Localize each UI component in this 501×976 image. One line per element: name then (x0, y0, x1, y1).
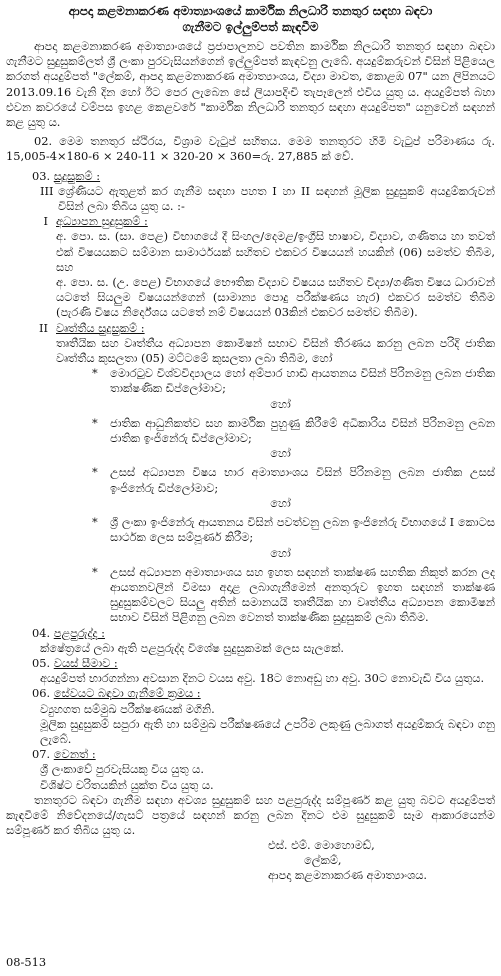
option-1-text: මොරටුව විශ්වවිද්‍යාලය හෝ අම්පාර හාඩි ආයතනය විසින් පිරිනමනු ලබන ජාතික තාක්ෂණික ඩිප්ලෝමාව; (110, 366, 495, 396)
option-item (92, 565, 495, 626)
notice-title-line1: ආපදා කළමනාකරණ අමාත්‍යාංශයේ කාර්මික නිලධාරි තනතුර සඳහා බඳවා (68, 4, 433, 18)
gazette-notice (6, 4, 495, 883)
qualification-I-b: අ. පො. ස. (උ. පෙළ) විභාගයේ භෞතික විද්‍යාව විෂයය සහිතව විද්‍යා/ගණිත විෂය ධාරාවන් යටතේ සියලුම විෂයයන්ගෙන් (සාමාන්‍ය පොදු පරීක්ෂණය හැර) එකවර සමත්ව තිබීම (පැරණි විෂය නිර්දේශය යටතේ නම් විෂයයන් 03කින් එකවර සමත්ව තිබීම). (56, 275, 495, 320)
grade-roman: III (40, 183, 54, 198)
section-03-title: සුදුසුකම් : (53, 168, 101, 183)
section-07-title: වෙනත් : (53, 747, 96, 762)
section-07-number: 07. (32, 747, 51, 762)
intro-paragraph: ආපදා කළමනාකරණ අමාත්‍යාංශයේ ප්‍රජාපාලනව පවතින කාර්මික නිලධාරි තනතුර සඳහා බඳවා ගැනීමට සුදුසුකම්ලත් ශ්‍රී ලංකා පුරවැසියන්ගෙන් ඉල්ලුම්පත් කැඳවනු ලැබේ. අයදුම්කරුවන් විසින් පිළියෙල කරගත් අයදුම්පත් "ලේකම්, ආපදා කළමනාකරණ අමාත්‍යාංශය, විද්‍යා මාවත, කොළඹ 07" යන ලිපිනයට 2013.09.16 වැනි දින හෝ ඊට පෙර ලැබෙන සේ ලියාපදිංචි තැපෑලෙන් එවිය යුතු ය. අයදුම්පත් බහා එවන කවරයේ වම්පස ඉහළ කෙළවරේ "කාර්මික නිලධාරි තනතුර සඳහා අයදුම්පත" යනුවෙන් සඳහන් කළ යුතු ය. (6, 39, 495, 130)
section-05-title: වයස් සීමාව : (53, 655, 118, 670)
qualification-II-body (6, 336, 495, 366)
bullet-star: * (92, 366, 98, 381)
section-06-title: සේවයට බඳවා ගැනීමේ ක්‍රමය : (53, 686, 201, 701)
section-05-number: 05. (32, 655, 51, 670)
section-03-heading (6, 169, 495, 184)
reference-code: 08-513 (6, 954, 47, 969)
signature-block (268, 838, 495, 883)
section-06-heading (6, 686, 495, 701)
section-07-text-1: ශ්‍රී ලංකාවේ පුරවැසියකු විය යුතු ය. (40, 762, 204, 777)
qualification-I-number: I (43, 214, 48, 229)
qualification-II (6, 321, 495, 336)
section-05-text: අයදුම්පත් භාරගන්නා අවසාන දිනට වයස අවු. 18ට නොඅඩු හා අවු. 30ට නොවැඩි විය යුතුය. (40, 671, 485, 686)
qualification-I-al (6, 275, 495, 321)
section-05-heading (6, 656, 495, 671)
section-03-intro (6, 184, 495, 214)
qualification-II-title: වෘත්තීය සුදුසුකම් : (56, 320, 145, 335)
option-2-text: ජාතික ආධුනිකත්ව සහ කාර්මික පුහුණු කිරීමේ අධිකාරිය විසින් පිරිනමනු ලබන ජාතික ඉංජිනේරු ඩිප්ලෝමාව; (110, 415, 495, 446)
or-separator: හෝ (270, 545, 291, 560)
section-04-title: පළපුරුද්ද : (53, 625, 105, 640)
section-04-heading (6, 626, 495, 641)
notice-title-line2: ගැනීමට ඉල්ලුම්පත් කැඳවීම (182, 19, 319, 34)
option-item (92, 416, 495, 446)
option-item (92, 515, 495, 545)
section-03-text: ශ්‍රේණියට ඇතුළත් කර ගැනීම සඳහා පහත I හා II සඳහන් මූලික සුදුසුකම් අයදුම්කරුවන් විසින් ලබා තිබිය යුතු ය. :- (58, 183, 495, 214)
option-3-text: උසස් අධ්‍යාපන විෂය භාර අමාත්‍යාංශය විසින් පිරිනමනු ලබන ජාතික උසස් ඉංජිනේරු ඩිප්ලෝමාව; (110, 465, 495, 495)
qualification-II-text: තෘතීයික සහ වෘත්තීය අධ්‍යාපන කොමිෂන් සභාව විසින් තීරණය කරනු ලබන පරිදි ජාතික වෘත්තීය කුසලතා (05) මට්ටමේ කුසලතා ලබා තිබීම, හෝ (56, 335, 495, 366)
option-item (92, 366, 495, 396)
bullet-star: * (92, 415, 98, 430)
section-04-number: 04. (32, 625, 51, 640)
or-separator: හෝ (270, 446, 291, 461)
qualification-I-ol (6, 229, 495, 275)
signatory-title: ලේකම්, (304, 853, 342, 868)
section-06-text-2: මූලික සුදුසුකම් සපුරා ඇති හා සම්මුඛ පරීක්ෂණයේ උපරිම ලකුණු ලබාගත් අයදුම්කරු බඳවා ගනු ලැබේ. (40, 716, 495, 746)
section-06-number: 06. (32, 686, 51, 701)
qualification-II-number: II (39, 320, 48, 335)
signatory-organization: ආපදා කළමනාකරණ අමාත්‍යාංශය. (268, 868, 428, 883)
section-02-salary: 02. මෙම තනතුර ස්ථිරය, විශ්‍රාම වැටුප් සහිතය. මෙම තනතුරට හිමි වැටුප් පරිමාණය රු. 15,005-4×180-6 × 240-11 × 320-20 × 360=රු. 27,885 ක් වේ. (6, 134, 495, 164)
bullet-star: * (92, 515, 98, 530)
option-4-text: ශ්‍රී ලංකා ඉංජිනේරු ආයතනය විසින් පවත්වනු ලබන ඉංජිනේරු විභාගයේ I කොටස සාර්ථක ලෙස සම්පූර්ණ කිරීම; (110, 515, 495, 545)
qualification-I (6, 214, 495, 229)
bullet-star: * (92, 564, 98, 579)
section-04-text: ක්ෂේත්‍රයේ ලබා ඇති පළපුරුද්ද විශේෂ සුදුසුකමක් ලෙස සැලකේ. (40, 640, 344, 655)
section-06-text-1: ව්‍යුහගත සම්මුඛ පරීක්ෂණයක් මගිනි. (40, 701, 215, 716)
closing-paragraph: තනතුරට බඳවා ගැනීම සඳහා අවශ්‍ය සුදුසුකම් සහ පළපුරුද්ද සම්පූර්ණ කළ යුතු බවට අයදුම්පත් කැඳවීමේ නිවේදනයේ/ගැසට් පත්‍රයේ සඳහන් කරනු ලබන දිනට එම සුදුසුකම් සෑම ආකාරයෙන්ම සම්පූර්ණ කර තිබිය යුතු ය. (6, 792, 495, 838)
qualification-I-a: අ. පො. ස. (සා. පෙළ) විභාගයේ දී සිංහල/දෙමළ/ඉංග්‍රීසි භාෂාව, විද්‍යාව, ගණිතය හා තවත් එක් විෂයයකට සම්මාන සාමාර්ථයක් සහිතව එකවර විෂයයන් හයකින් (06) සමත්ව තිබීම, සහ (56, 229, 495, 274)
option-5-text: උසස් අධ්‍යාපන අමාත්‍යාංශය සහ ඉහත සඳහන් තාක්ෂණ සහතික නිකුත් කරන ලද ආයතනවලින් විමසා අදාළ ලබාගැනීමෙන් අනතුරුව ඉහත සඳහන් තාක්ෂණ සුදුසුකම්වලට සියලු අතින් සමානයයි තෘතීයික හා වෘත්තීය අධ්‍යාපන කොමිෂන් සභාව විසින් පිළිගනු ලබන වෙනත් තාක්ෂණික සුදුසුකම් ලබා තිබීම. (110, 564, 495, 625)
section-07-heading (6, 747, 495, 762)
section-07-text-2: විශිෂ්ට චරිතයකින් යුක්ත විය යුතු ය. (40, 777, 214, 792)
or-separator: හෝ (270, 396, 291, 411)
qualification-I-title: අධ්‍යාපන සුදුසුකම් : (56, 214, 148, 229)
signatory-name: එස්. එම්. මොහොමඩ්, (268, 838, 375, 853)
section-03-number: 03. (32, 168, 51, 183)
bullet-star: * (92, 465, 98, 480)
or-separator: හෝ (270, 495, 291, 510)
option-item (92, 465, 495, 495)
